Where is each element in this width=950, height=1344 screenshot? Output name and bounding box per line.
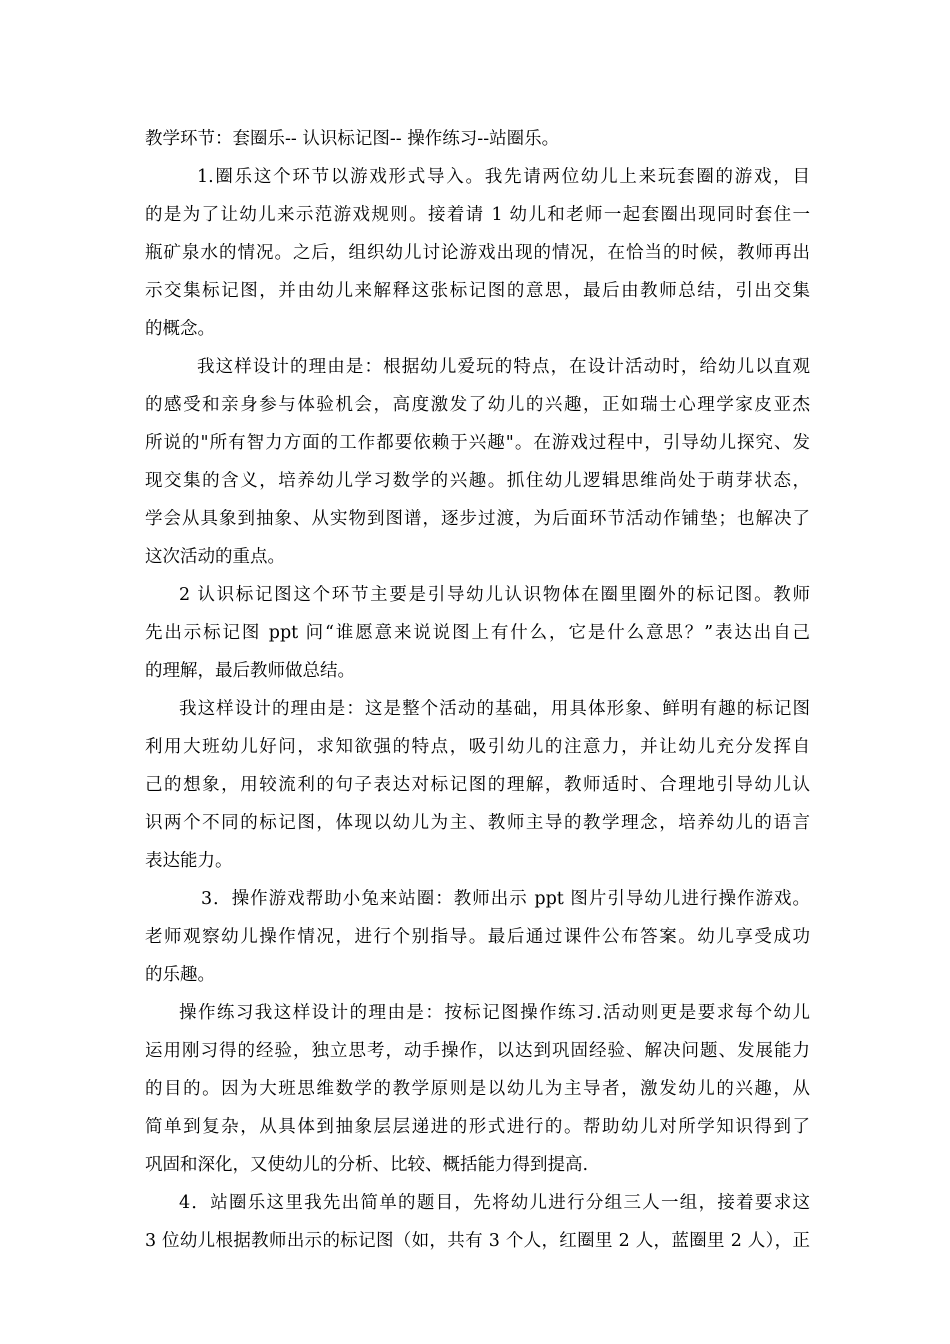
paragraph-line: 我这样设计的理由是：这是整个活动的基础，用具体形象、鲜明有趣的标记图 bbox=[179, 699, 810, 719]
paragraph-line: 先出示标记图 ppt 问“谁愿意来说说图上有什么，它是什么意思？”表达出自己 bbox=[145, 623, 810, 643]
paragraph-line: 的是为了让幼儿来示范游戏规则。接着请 1 幼儿和老师一起套圈出现同时套住一 bbox=[145, 205, 810, 225]
paragraph-line: 3．操作游戏帮助小兔来站圈：教师出示 ppt 图片引导幼儿进行操作游戏。 bbox=[201, 889, 810, 909]
paragraph-line: 所说的"所有智力方面的工作都要依赖于兴趣"。在游戏过程中，引导幼儿探究、发 bbox=[145, 433, 810, 453]
paragraph-line: 我这样设计的理由是：根据幼儿爱玩的特点，在设计活动时，给幼儿以直观 bbox=[197, 357, 810, 377]
paragraph-line: 利用大班幼儿好问，求知欲强的特点，吸引幼儿的注意力，并让幼儿充分发挥自 bbox=[145, 737, 810, 757]
paragraph-line: 识两个不同的标记图，体现以幼儿为主、教师主导的教学理念，培养幼儿的语言 bbox=[145, 813, 810, 833]
paragraph-line: 老师观察幼儿操作情况，进行个别指导。最后通过课件公布答案。幼儿享受成功 bbox=[145, 927, 810, 947]
paragraph-line: 现交集的含义，培养幼儿学习数学的兴趣。抓住幼儿逻辑思维尚处于萌芽状态， bbox=[145, 471, 810, 491]
paragraph-line: 3 位幼儿根据教师出示的标记图（如，共有 3 个人，红圈里 2 人，蓝圈里 2 人），正 bbox=[145, 1231, 810, 1251]
paragraph-line: 简单到复杂，从具体到抽象层层递进的形式进行的。帮助幼儿对所学知识得到了 bbox=[145, 1117, 810, 1137]
paragraph-line: 的理解，最后教师做总结。 bbox=[145, 661, 355, 681]
paragraph-line: 的目的。因为大班思维数学的教学原则是以幼儿为主导者，激发幼儿的兴趣，从 bbox=[145, 1079, 810, 1099]
paragraph-line: 的概念。 bbox=[145, 319, 215, 339]
paragraph-line: 的感受和亲身参与体验机会，高度激发了幼儿的兴趣，正如瑞士心理学家皮亚杰 bbox=[145, 395, 810, 415]
paragraph-line: 表达能力。 bbox=[145, 851, 233, 871]
document-body bbox=[145, 120, 810, 1260]
paragraph-line: 4．站圈乐这里我先出简单的题目，先将幼儿进行分组三人一组，接着要求这 bbox=[179, 1193, 810, 1213]
paragraph-line: 示交集标记图，并由幼儿来解释这张标记图的意思，最后由教师总结，引出交集 bbox=[145, 281, 810, 301]
paragraph-line: 瓶矿泉水的情况。之后，组织幼儿讨论游戏出现的情况，在恰当的时候，教师再出 bbox=[145, 243, 810, 263]
paragraph-line: 这次活动的重点。 bbox=[145, 547, 285, 567]
paragraph-line: 操作练习我这样设计的理由是：按标记图操作练习.活动则更是要求每个幼儿 bbox=[179, 1003, 810, 1023]
paragraph-line: 1.圈乐这个环节以游戏形式导入。我先请两位幼儿上来玩套圈的游戏，目 bbox=[197, 167, 810, 187]
paragraph-line: 运用刚习得的经验，独立思考，动手操作，以达到巩固经验、解决问题、发展能力 bbox=[145, 1041, 810, 1061]
section-intro-line: 教学环节：套圈乐-- 认识标记图-- 操作练习--站圈乐。 bbox=[145, 129, 560, 149]
paragraph-line: 己的想象，用较流利的句子表达对标记图的理解，教师适时、合理地引导幼儿认 bbox=[145, 775, 810, 795]
paragraph-line: 2 认识标记图这个环节主要是引导幼儿认识物体在圈里圈外的标记图。教师 bbox=[179, 585, 810, 605]
paragraph-line: 的乐趣。 bbox=[145, 965, 215, 985]
paragraph-line: 巩固和深化，又使幼儿的分析、比较、概括能力得到提高. bbox=[145, 1155, 589, 1175]
paragraph-line: 学会从具象到抽象、从实物到图谱，逐步过渡，为后面环节活动作铺垫；也解决了 bbox=[145, 509, 810, 529]
